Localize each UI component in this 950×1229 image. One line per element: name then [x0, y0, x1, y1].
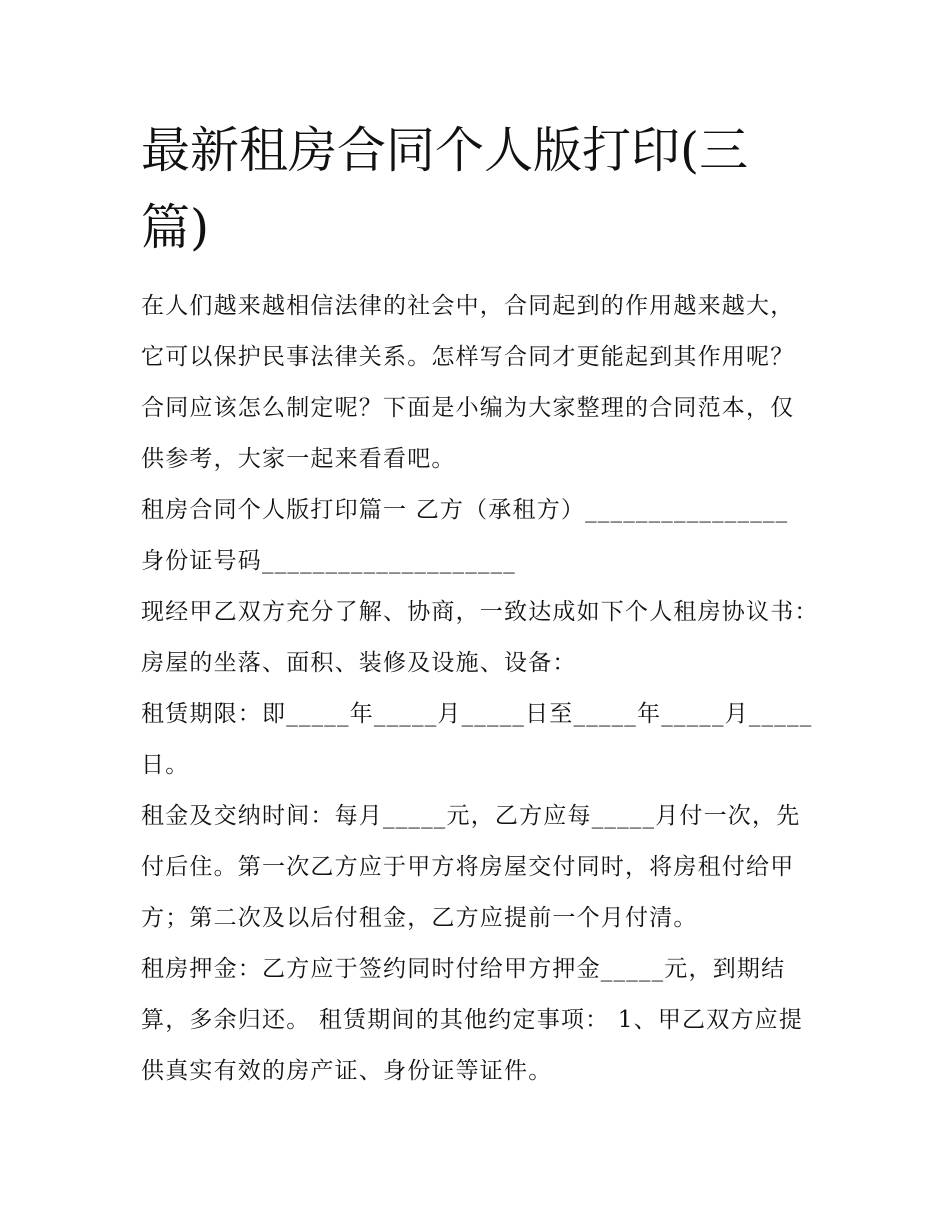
document-title: 最新租房合同个人版打印(三篇) [141, 122, 749, 256]
lease-term-paragraph: 租赁期限：即_____年_____月_____日至_____年_____月_____日。 [141, 701, 813, 778]
rent-payment-paragraph: 租金及交纳时间：每月_____元，乙方应每_____月付一次，先付后住。第一次乙方应于甲方将房屋交付同时，将房租付给甲方；第二次及以后付租金，乙方应提前一个月付清。 [141, 803, 801, 931]
deposit-paragraph: 租房押金：乙方应于签约同时付给甲方押金_____元，到期结算，多余归还。 租赁期间的其他约定事项： 1、甲乙双方应提供真实有效的房产证、身份证等证件。 [141, 956, 804, 1084]
id-number-line: 身份证号码____________________ [141, 548, 516, 574]
agreement-paragraph: 现经甲乙双方充分了解、协商，一致达成如下个人租房协议书： 房屋的坐落、面积、装修及设施、设备： [141, 599, 819, 676]
lessee-line: 租房合同个人版打印篇一 乙方（承租方）________________ [141, 497, 789, 523]
document-page [141, 112, 821, 1097]
intro-paragraph: 在人们越来越相信法律的社会中，合同起到的作用越来越大，它可以保护民事法律关系。怎样写合同才更能起到其作用呢？合同应该怎么制定呢？下面是小编为大家整理的合同范本，仅供参考，大家一起来看看吧。 [141, 293, 795, 472]
